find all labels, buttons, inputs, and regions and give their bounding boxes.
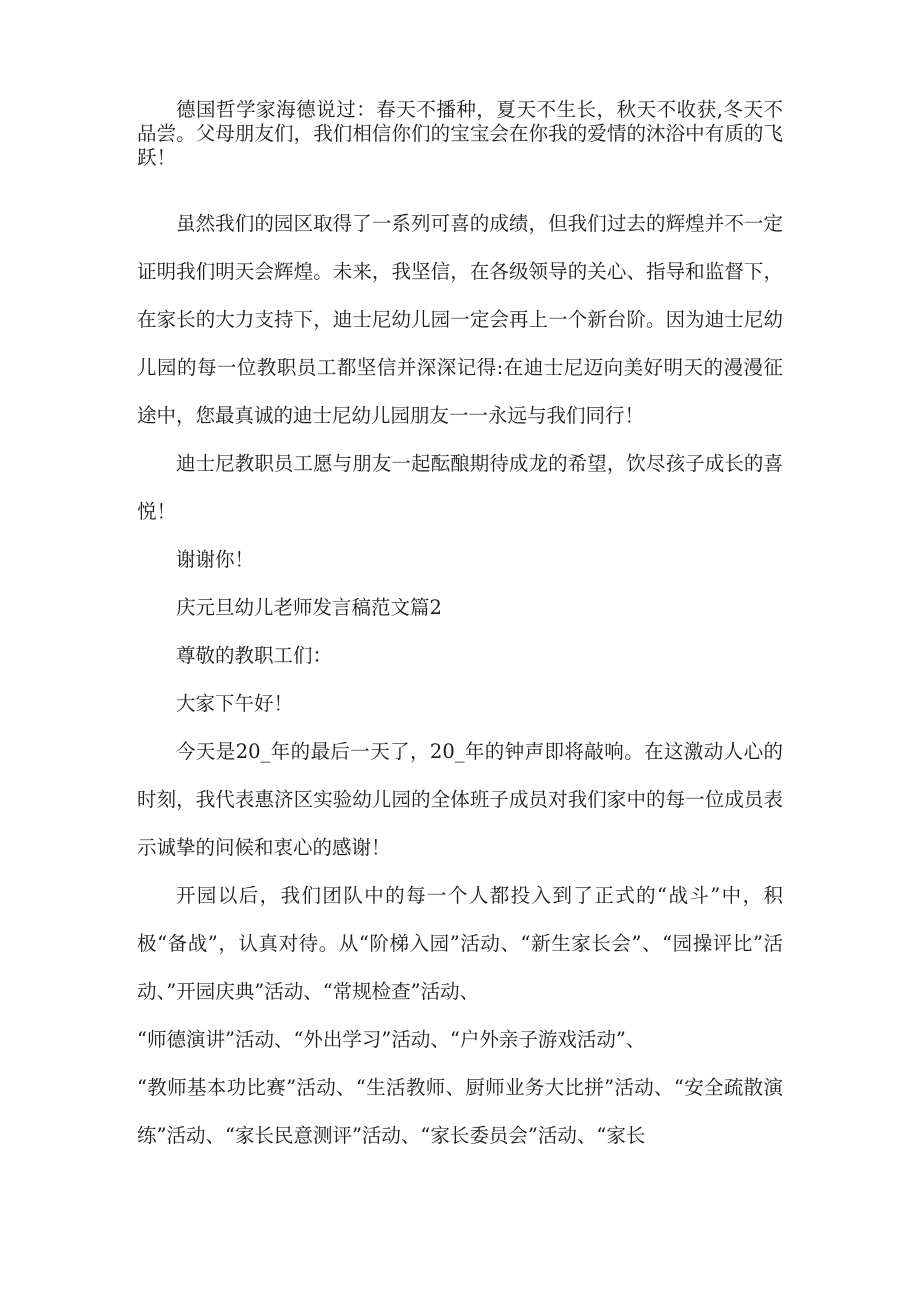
paragraph-activities-continued: “教师基本功比赛”活动、“生活教师、厨师业务大比拼”活动、“安全疏散演练”活动、“家长民意测评”活动、“家长委员会”活动、“家长 [137,1076,783,1147]
paragraph-achievements: 虽然我们的园区取得了一系列可喜的成绩，但我们过去的辉煌并不一定证明我们明天会辉煌。未来，我坚信，在各级领导的关心、指导和监督下，在家长的大力支持下，迪士尼幼儿园一定会再上一个新台阶。因为迪士尼幼儿园的每一位教职员工都坚信并深深记得:在迪士尼迈向美好明天的漫漫征途中，您最真诚的迪士尼幼儿园朋友一一永远与我们同行！ [137,212,783,427]
salutation: 尊敬的教职工们： [176,644,333,667]
greeting: 大家下午好！ [176,692,294,715]
paragraph-activities-line: “师德演讲”活动、“外出学习”活动、“户外亲子游戏活动”、 [137,1028,646,1051]
paragraph-new-year: 今天是20_年的最后一天了，20_年的钟声即将敲响。在这激动人心的时刻，我代表惠济区实验幼儿园的全体班子成员对我们家中的每一位成员表示诚挚的问候和衷心的感谢！ [137,740,783,859]
section-heading: 庆元旦幼儿老师发言稿范文篇2 [176,596,442,619]
paragraph-thanks: 谢谢你！ [176,548,255,571]
paragraph-staff-wishes: 迪士尼教职员工愿与朋友一起酝酿期待成龙的希望，饮尽孩子成长的喜悦！ [137,452,783,523]
paragraph-activities-intro: 开园以后，我们团队中的每一个人都投入到了正式的“战斗”中，积极“备战”，认真对待。从“阶梯入园”活动、“新生家长会”、“园操评比”活动、”开园庆典”活动、“常规检查”活动、 [137,884,783,1003]
paragraph-heidegger-quote: 德国哲学家海德说过：春天不播种，夏天不生长，秋天不收获,冬天不品尝。父母朋友们，我们相信你们的宝宝会在你我的爱情的沐浴中有质的飞跃！ [137,98,783,169]
document-body [137,98,783,1160]
